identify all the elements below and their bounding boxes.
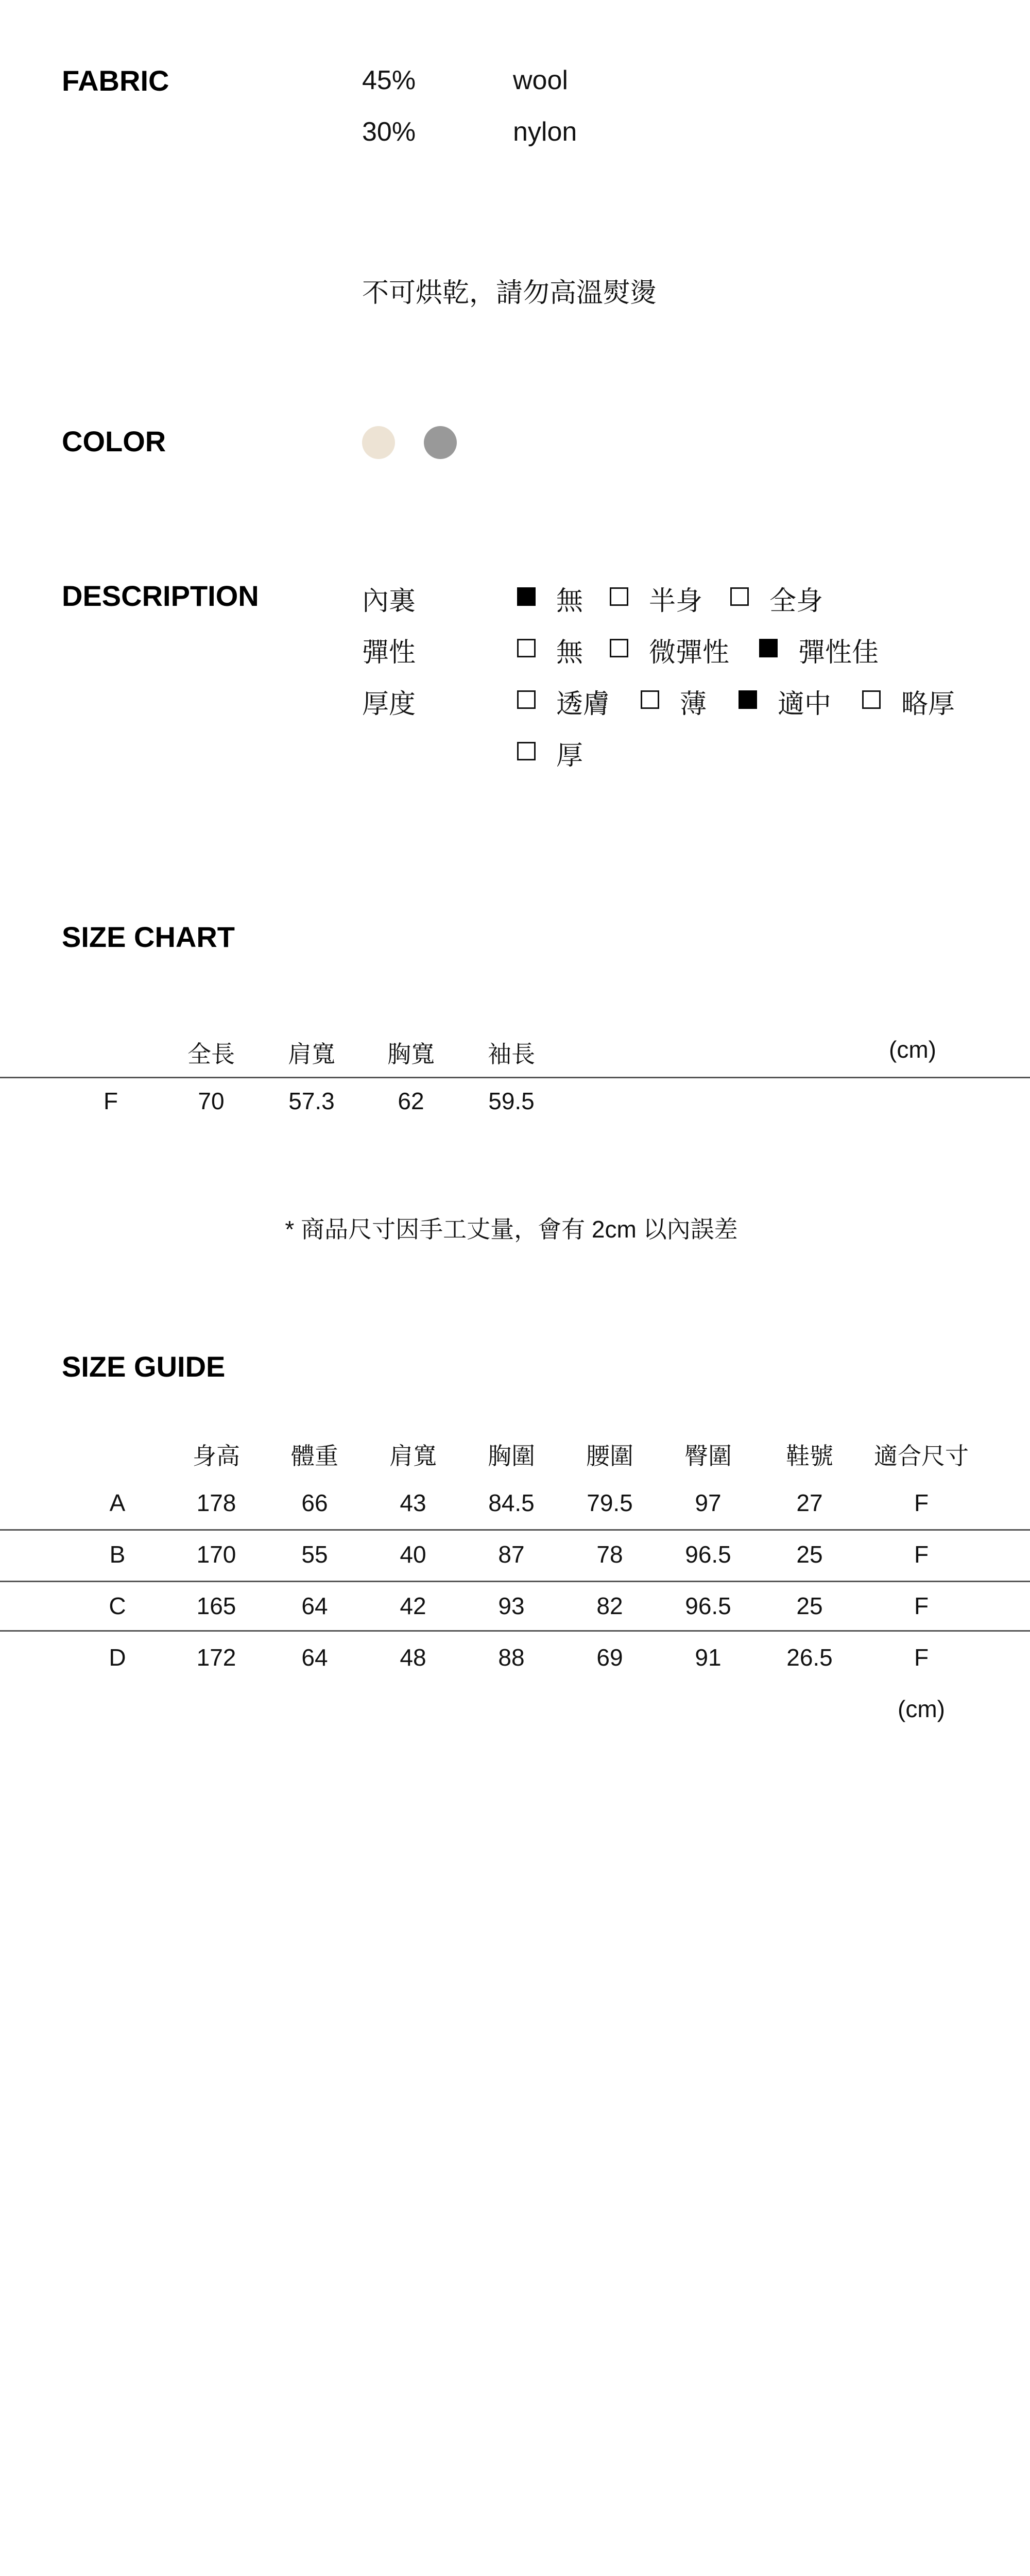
size-guide-cell: 96.5 bbox=[685, 1541, 731, 1568]
checkbox-empty-icon bbox=[610, 587, 628, 606]
elasticity-label: 彈性 bbox=[362, 638, 416, 668]
size-guide-row-label: A bbox=[109, 1489, 126, 1516]
fabric-material: nylon bbox=[513, 117, 577, 147]
size-chart-cell: 57.3 bbox=[288, 1088, 335, 1114]
lining-option: 全身 bbox=[730, 579, 823, 618]
size-guide-cell: 82 bbox=[596, 1592, 623, 1619]
size-guide-divider bbox=[0, 1630, 1030, 1632]
size-guide-cell: F bbox=[914, 1489, 929, 1516]
care-note: 不可烘乾，請勿高溫熨燙 bbox=[362, 278, 657, 308]
thickness-option: 厚 bbox=[517, 734, 583, 772]
checkbox-empty-icon bbox=[730, 587, 749, 606]
size-guide-divider bbox=[0, 1581, 1030, 1582]
size-guide-cell: 25 bbox=[796, 1592, 823, 1619]
fabric-percent: 45% bbox=[362, 65, 416, 95]
size-chart-column-header: 袖長 bbox=[488, 1041, 535, 1067]
color-swatch-gray[interactable] bbox=[424, 426, 457, 459]
size-guide-cell: F bbox=[914, 1592, 929, 1619]
size-chart-cell: 59.5 bbox=[488, 1088, 535, 1114]
lining-option: 半身 bbox=[610, 579, 702, 618]
size-guide-column-header: 肩寬 bbox=[389, 1443, 437, 1469]
size-chart-cell: 62 bbox=[398, 1088, 424, 1114]
checkbox-checked-icon bbox=[759, 639, 778, 657]
description-heading: DESCRIPTION bbox=[62, 580, 259, 612]
size-guide-divider bbox=[0, 1529, 1030, 1531]
size-guide-cell: 48 bbox=[400, 1644, 426, 1671]
size-guide-row-label: D bbox=[109, 1644, 126, 1671]
size-guide-cell: 165 bbox=[196, 1592, 236, 1619]
elasticity-option: 無 bbox=[517, 631, 583, 669]
size-chart-unit: (cm) bbox=[889, 1036, 936, 1063]
size-chart-heading: SIZE CHART bbox=[62, 921, 235, 953]
size-guide-cell: 40 bbox=[400, 1541, 426, 1568]
size-guide-cell: 69 bbox=[596, 1644, 623, 1671]
size-chart-cell: 70 bbox=[198, 1088, 225, 1114]
size-guide-cell: 97 bbox=[695, 1489, 722, 1516]
thickness-option: 薄 bbox=[641, 682, 707, 721]
size-chart-column-header: 胸寬 bbox=[387, 1041, 435, 1067]
size-guide-cell: 91 bbox=[695, 1644, 722, 1671]
lining-label: 內裏 bbox=[362, 586, 416, 616]
size-guide-cell: F bbox=[914, 1541, 929, 1568]
size-guide-cell: 64 bbox=[301, 1644, 328, 1671]
thickness-option: 略厚 bbox=[862, 682, 955, 721]
size-guide-column-header: 適合尺寸 bbox=[874, 1443, 969, 1469]
size-guide-cell: 88 bbox=[498, 1644, 525, 1671]
size-guide-cell: 93 bbox=[498, 1592, 525, 1619]
size-guide-cell: 178 bbox=[196, 1489, 236, 1516]
size-guide-cell: 26.5 bbox=[786, 1644, 833, 1671]
elasticity-option: 彈性佳 bbox=[759, 631, 879, 669]
size-guide-cell: 96.5 bbox=[685, 1592, 731, 1619]
size-guide-cell: 84.5 bbox=[488, 1489, 535, 1516]
thickness-option: 透膚 bbox=[517, 682, 610, 721]
size-guide-cell: 27 bbox=[796, 1489, 823, 1516]
size-chart-divider bbox=[0, 1077, 1030, 1078]
color-heading: COLOR bbox=[62, 425, 166, 457]
size-guide-column-header: 鞋號 bbox=[786, 1443, 833, 1469]
size-chart-column-header: 肩寬 bbox=[288, 1041, 335, 1067]
fabric-heading: FABRIC bbox=[62, 64, 169, 97]
thickness-option: 適中 bbox=[739, 682, 831, 721]
fabric-percent: 30% bbox=[362, 117, 416, 147]
checkbox-empty-icon bbox=[517, 742, 536, 760]
size-guide-cell: 43 bbox=[400, 1489, 426, 1516]
size-guide-row-label: C bbox=[109, 1592, 126, 1619]
size-guide-heading: SIZE GUIDE bbox=[62, 1350, 226, 1383]
size-chart-note: * 商品尺寸因手工丈量，會有 2cm 以內誤差 bbox=[285, 1216, 738, 1243]
checkbox-checked-icon bbox=[517, 587, 536, 606]
checkbox-checked-icon bbox=[739, 690, 757, 709]
size-guide-cell: 87 bbox=[498, 1541, 525, 1568]
size-guide-column-header: 胸圍 bbox=[488, 1443, 535, 1469]
lining-option: 無 bbox=[517, 579, 583, 618]
checkbox-empty-icon bbox=[517, 639, 536, 657]
size-guide-cell: 25 bbox=[796, 1541, 823, 1568]
size-guide-cell: F bbox=[914, 1644, 929, 1671]
size-guide-column-header: 臀圍 bbox=[684, 1443, 732, 1469]
elasticity-option: 微彈性 bbox=[610, 631, 729, 669]
size-guide-cell: 55 bbox=[301, 1541, 328, 1568]
color-swatch-cream[interactable] bbox=[362, 426, 395, 459]
size-guide-cell: 78 bbox=[596, 1541, 623, 1568]
size-guide-cell: 172 bbox=[196, 1644, 236, 1671]
checkbox-empty-icon bbox=[610, 639, 628, 657]
thickness-label: 厚度 bbox=[362, 689, 416, 719]
fabric-material: wool bbox=[513, 65, 568, 95]
checkbox-empty-icon bbox=[517, 690, 536, 709]
size-guide-cell: 170 bbox=[196, 1541, 236, 1568]
size-guide-column-header: 腰圍 bbox=[586, 1443, 633, 1469]
size-guide-cell: 64 bbox=[301, 1592, 328, 1619]
size-chart-column-header: 全長 bbox=[187, 1041, 235, 1067]
size-guide-cell: 79.5 bbox=[587, 1489, 633, 1516]
size-guide-column-header: 身高 bbox=[193, 1443, 240, 1469]
size-chart-row-label: F bbox=[103, 1088, 118, 1114]
size-guide-unit: (cm) bbox=[898, 1696, 945, 1722]
size-guide-cell: 42 bbox=[400, 1592, 426, 1619]
size-guide-column-header: 體重 bbox=[291, 1443, 338, 1469]
size-guide-row-label: B bbox=[109, 1541, 126, 1568]
checkbox-empty-icon bbox=[641, 690, 659, 709]
checkbox-empty-icon bbox=[862, 690, 881, 709]
size-guide-cell: 66 bbox=[301, 1489, 328, 1516]
